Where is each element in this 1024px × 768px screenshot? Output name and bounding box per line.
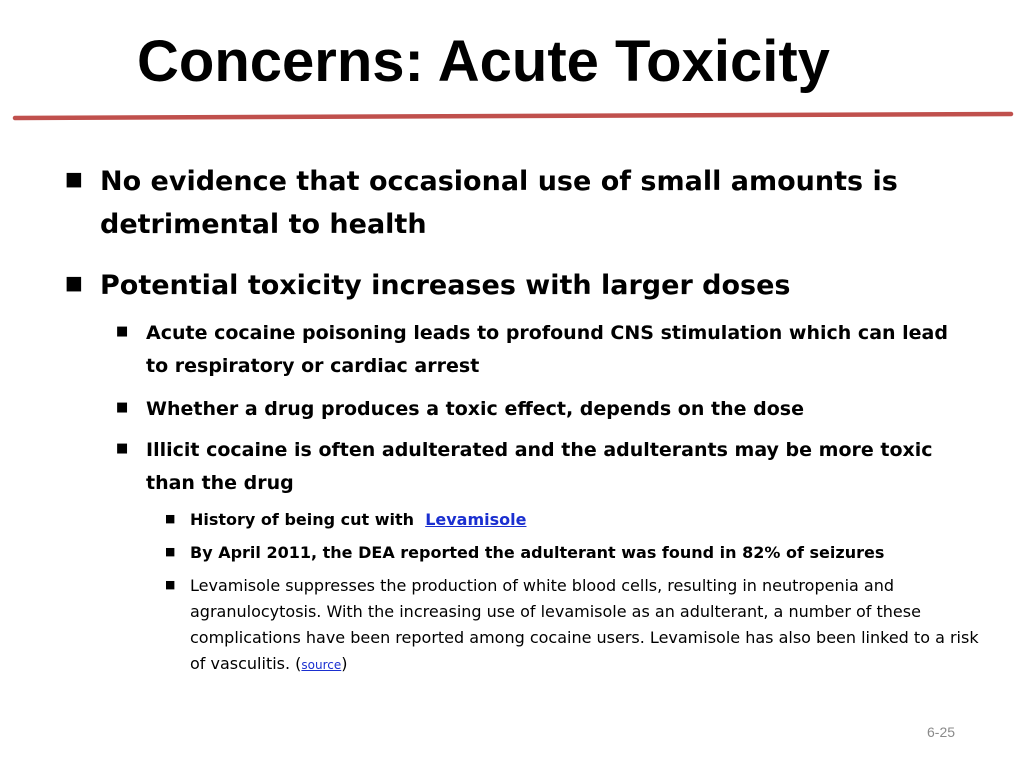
- square-bullet-icon: ■: [116, 324, 129, 339]
- title-divider: [15, 108, 1011, 128]
- bullet-item: [65, 264, 980, 307]
- sub-sub-bullet-item: [165, 507, 980, 533]
- sub-sub-bullet-item: [165, 573, 980, 678]
- title-divider-line: [15, 114, 1011, 118]
- square-bullet-icon: ■: [165, 545, 176, 558]
- sub-bullet-item: [116, 393, 956, 426]
- square-bullet-icon: ■: [165, 512, 176, 525]
- sub-bullet-item: [116, 317, 956, 383]
- bullet-text: No evidence that occasional use of small amounts is detrimental to health: [100, 166, 898, 240]
- sub-bullet-item: [116, 434, 956, 500]
- bullet-text: Potential toxicity increases with larger doses: [100, 270, 791, 301]
- square-bullet-icon: ■: [165, 578, 176, 591]
- slide-title: Concerns: Acute Toxicity: [137, 29, 830, 94]
- square-bullet-icon: ■: [65, 272, 83, 294]
- sub-bullet-text: Illicit cocaine is often adulterated and the adulterants may be more toxic than the drug: [146, 439, 933, 494]
- closing-paren: ): [341, 654, 348, 673]
- square-bullet-icon: ■: [65, 168, 83, 190]
- levamisole-link[interactable]: Levamisole: [425, 510, 527, 529]
- sub-sub-bullet-item: [165, 540, 980, 566]
- page-number: 6-25: [927, 724, 956, 740]
- sub-sub-bullet-text: Levamisole suppresses the production of white blood cells, resulting in neutropenia and agranulocytosis. With the increasing use of levamisole as an adulterant, a number of these complications have been reported among cocaine users. Levamisole has also been linked to a risk of vasculitis. (: [190, 576, 979, 673]
- sub-sub-bullet-text: By April 2011, the DEA reported the adulterant was found in 82% of seizures: [190, 543, 885, 562]
- square-bullet-icon: ■: [116, 400, 129, 415]
- bullet-item: [65, 160, 980, 246]
- source-link[interactable]: source: [301, 658, 342, 672]
- sub-sub-bullet-text: History of being cut with: [190, 510, 415, 529]
- square-bullet-icon: ■: [116, 441, 129, 456]
- sub-bullet-text: Whether a drug produces a toxic effect, depends on the dose: [146, 398, 804, 420]
- sub-bullet-text: Acute cocaine poisoning leads to profound CNS stimulation which can lead to respiratory or cardiac arrest: [146, 322, 948, 377]
